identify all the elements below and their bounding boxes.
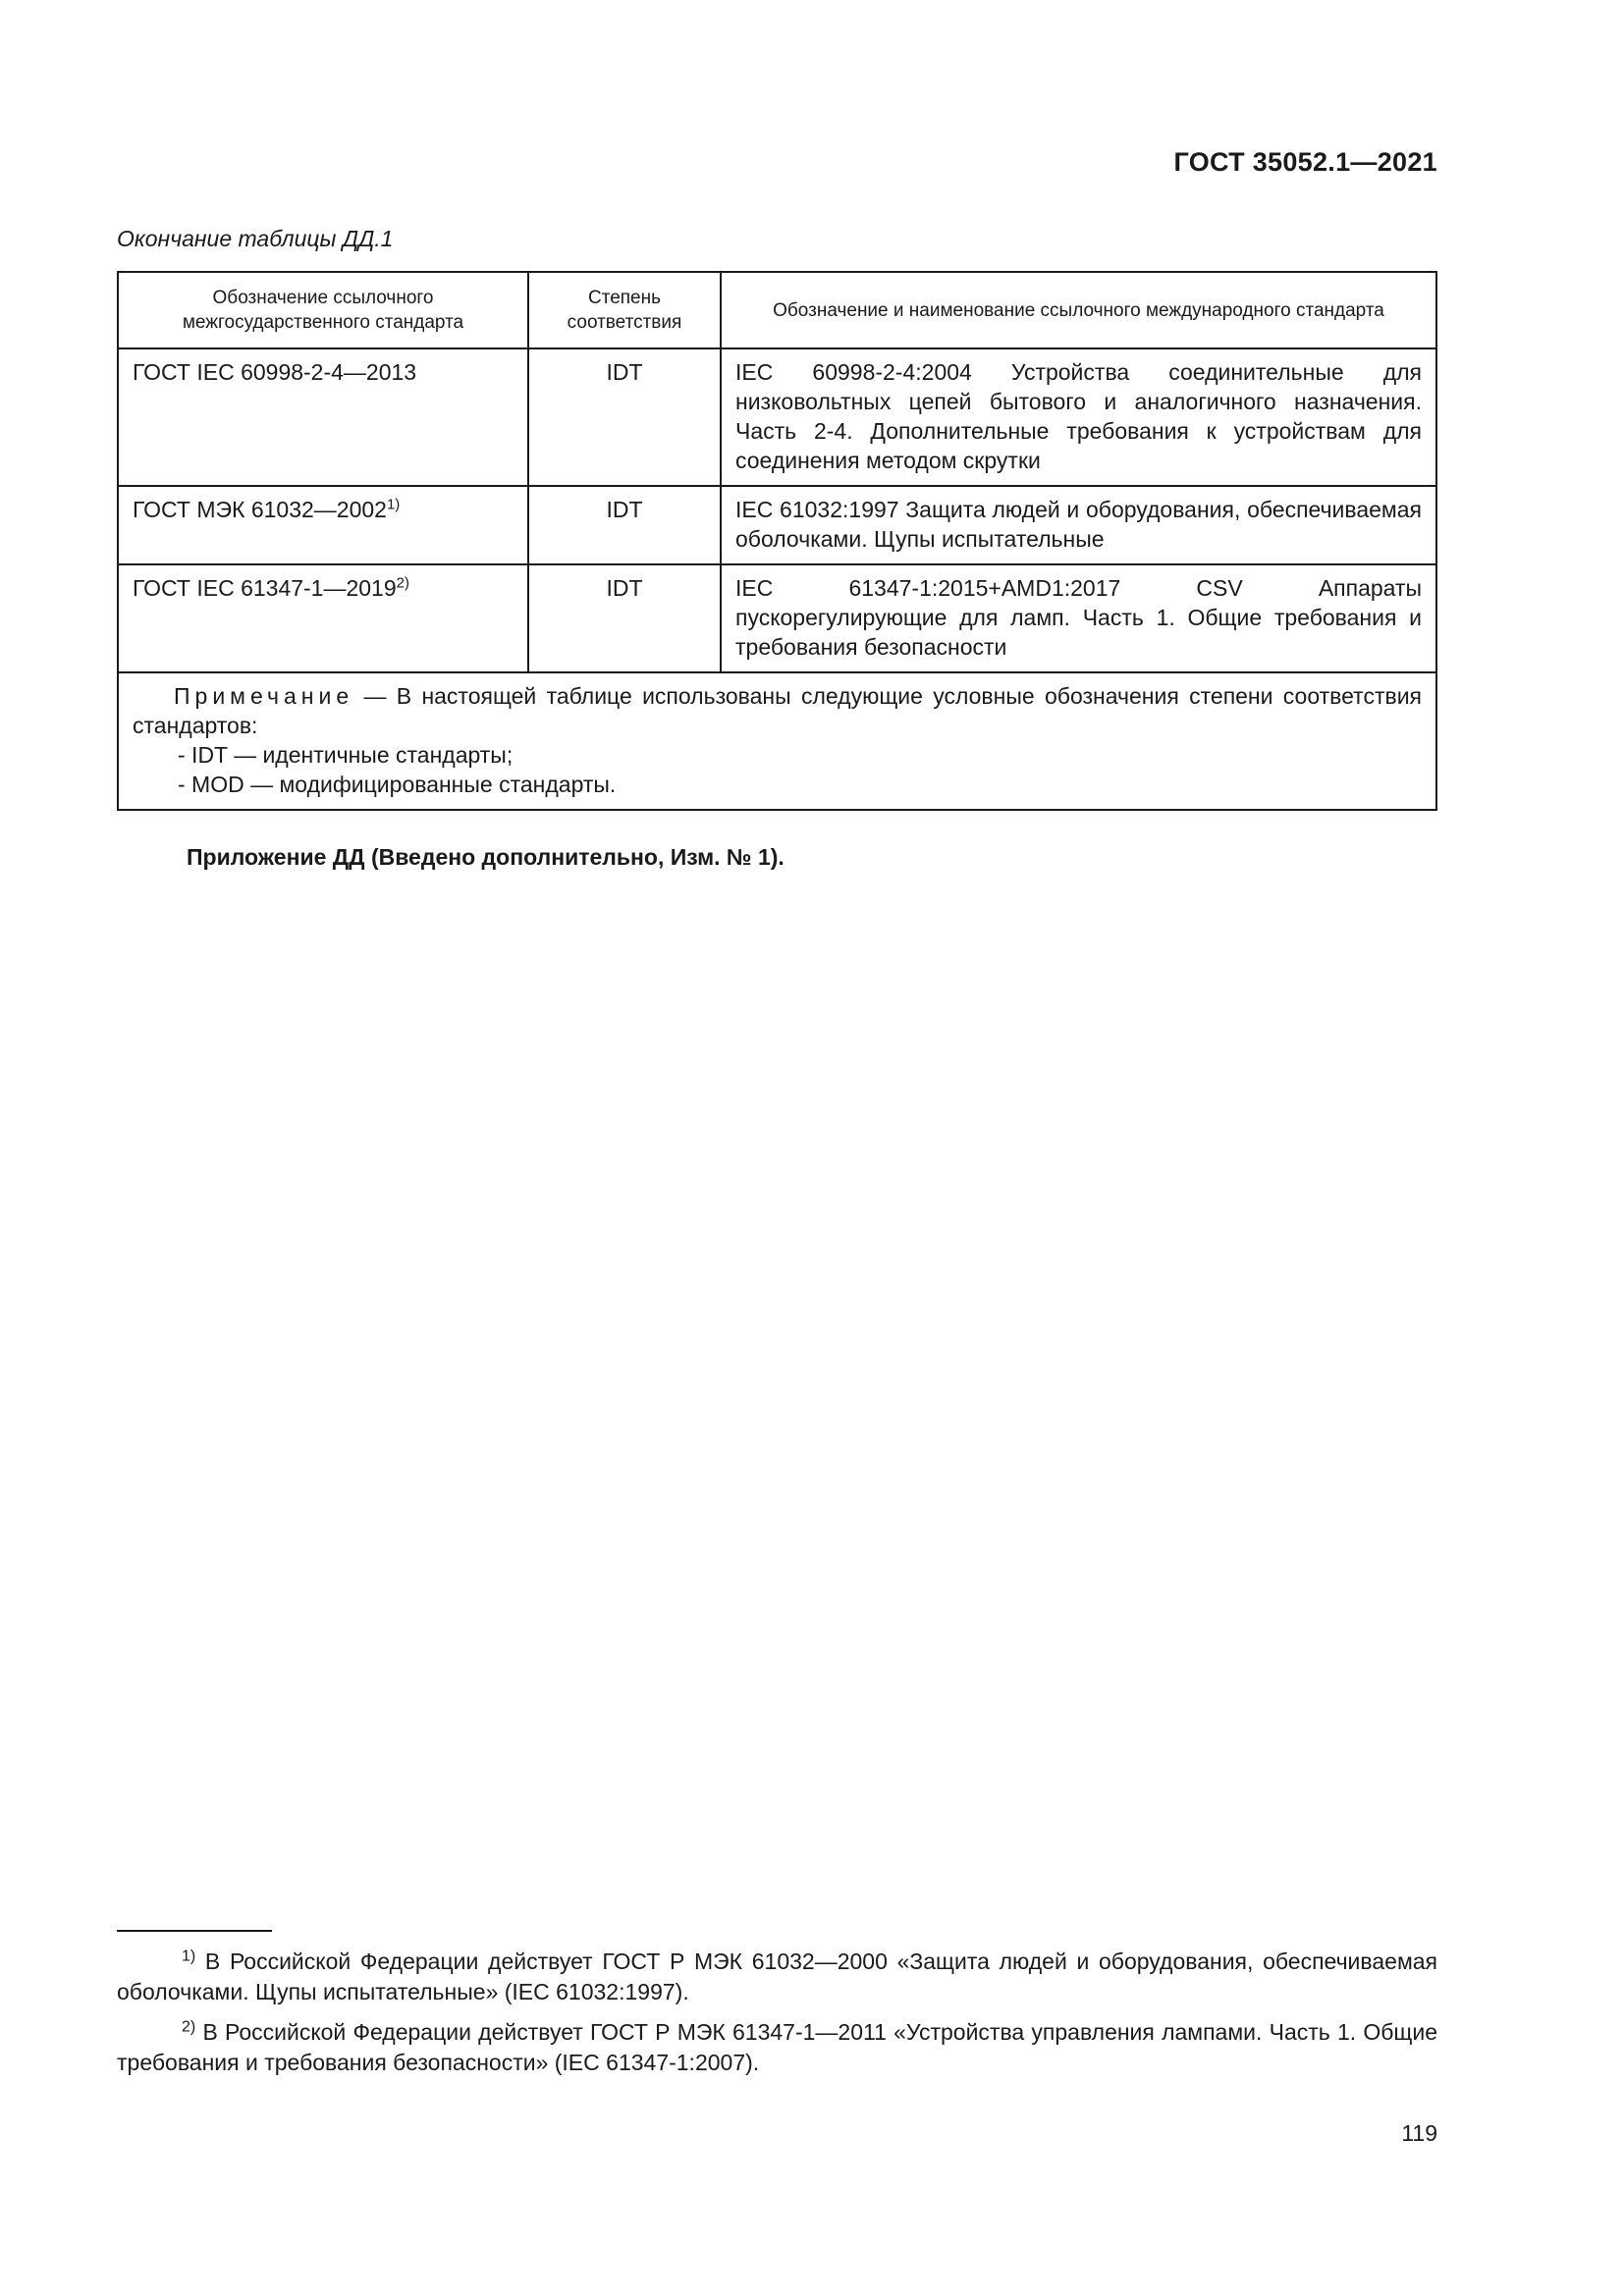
table-header-row <box>118 272 1436 348</box>
header-degree-of-correspondence: Степень соответствия <box>528 272 721 348</box>
designation-text: ГОСТ МЭК 61032—2002 <box>133 497 387 522</box>
cell-international-standard: IEC 61347-1:2015+AMD1:2017 CSV Аппараты пускорегулирующие для ламп. Часть 1. Общие требования и требования безопасности <box>721 564 1436 672</box>
cell-international-standard: IEC 60998-2-4:2004 Устройства соединительные для низковольтных цепей бытового и аналогичного назначения. Часть 2-4. Дополнительные требования к устройствам для соединения методом скрутки <box>721 348 1436 486</box>
cell-designation <box>118 564 528 672</box>
table-caption: Окончание таблицы ДД.1 <box>117 226 394 251</box>
page-number: 119 <box>1401 2120 1437 2146</box>
footnote-marker: 2) <box>396 574 409 592</box>
footnote-mark: 2) <box>182 2018 196 2036</box>
footnote-text: В Российской Федерации действует ГОСТ Р МЭК 61032—2000 «Защита людей и оборудования, обеспечиваемая оболочками. Щупы испытательные» (IEC 61032:1997). <box>117 1949 1437 2004</box>
cell-international-standard: IEC 61032:1997 Защита людей и оборудования, обеспечиваемая оболочками. Щупы испытательные <box>721 486 1436 564</box>
cell-degree: IDT <box>528 564 721 672</box>
reference-standards-table <box>117 271 1437 811</box>
table-note <box>118 672 1436 810</box>
footnote-2 <box>117 2017 1437 2078</box>
header-international-standard: Обозначение и наименование ссылочного международного стандарта <box>721 272 1436 348</box>
note-item-idt: - IDT — идентичные стандарты; <box>178 742 514 768</box>
cell-designation <box>118 486 528 564</box>
note-intro <box>133 681 1422 740</box>
cell-designation <box>118 348 528 486</box>
footnotes <box>117 1947 1437 2088</box>
footnote-1 <box>117 1947 1437 2007</box>
cell-degree: IDT <box>528 486 721 564</box>
header-interstate-standard: Обозначение ссылочного межгосударственного стандарта <box>118 272 528 348</box>
footnote-separator <box>117 1930 272 1932</box>
note-text: — В настоящей таблице использованы следующие условные обозначения степени соответствия стандартов: <box>133 683 1422 738</box>
designation-text: ГОСТ IEC 61347-1—2019 <box>133 575 397 601</box>
appendix-amendment-note: Приложение ДД (Введено дополнительно, Изм. № 1). <box>187 844 785 870</box>
document-number: ГОСТ 35052.1—2021 <box>1173 147 1437 177</box>
note-item-mod: - MOD — модифицированные стандарты. <box>178 772 617 797</box>
table-row <box>118 564 1436 672</box>
table-note-row <box>118 672 1436 810</box>
cell-degree: IDT <box>528 348 721 486</box>
footnote-marker: 1) <box>386 496 401 513</box>
designation-text: ГОСТ IEC 60998-2-4—2013 <box>133 359 417 385</box>
footnote-text: В Российской Федерации действует ГОСТ Р МЭК 61347-1—2011 «Устройства управления лампами. Часть 1. Общие требования и требования безопасности» (IEC 61347-1:2007). <box>117 2019 1437 2075</box>
table-row <box>118 486 1436 564</box>
footnote-mark: 1) <box>182 1948 196 1965</box>
table-row <box>118 348 1436 486</box>
note-label: Примечание <box>174 683 354 709</box>
